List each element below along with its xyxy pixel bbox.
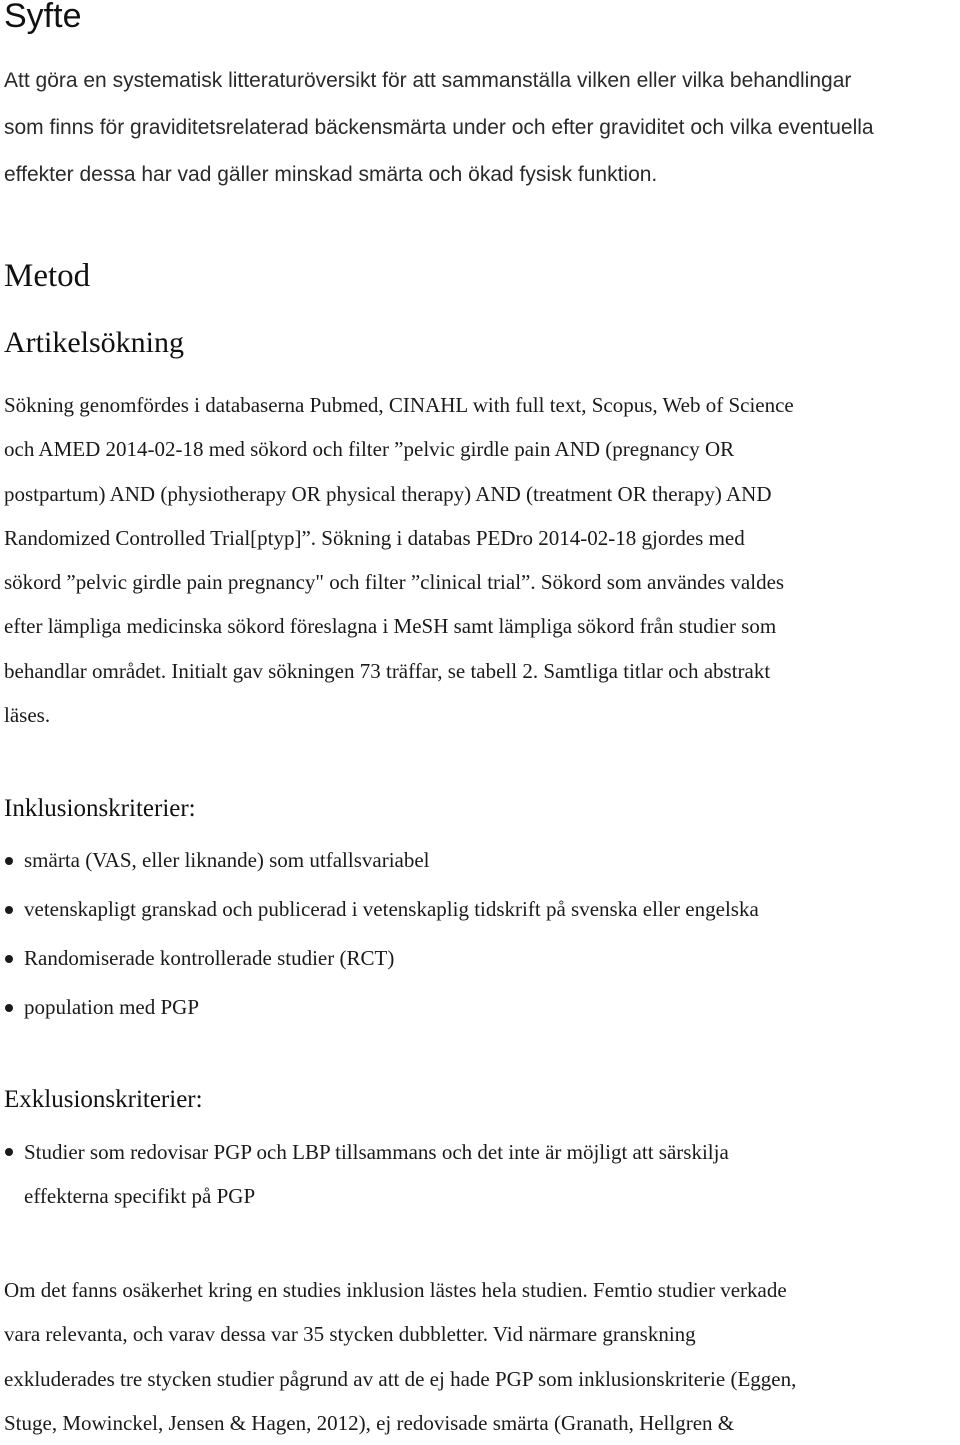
- bullet-icon: [5, 857, 13, 865]
- metod-paragraph: [4, 383, 794, 737]
- list-item: [0, 983, 759, 1032]
- bullet-icon: [5, 1004, 13, 1012]
- syfte-line: Att göra en systematisk litteraturöversikt för att sammanställa vilken eller vilka behandlingar: [4, 69, 852, 92]
- metod-line: sökord ”pelvic girdle pain pregnancy" och filter ”clinical trial”. Sökord som användes valdes: [4, 570, 785, 595]
- list-item: [0, 934, 759, 983]
- slut-line: exkluderades tre stycken studier pågrund av att de ej hade PGP som inklusionskriterie (Eggen,: [4, 1366, 797, 1391]
- artikelsokning-heading: Artikelsökning: [4, 326, 184, 359]
- syfte-heading: Syfte: [4, 0, 82, 35]
- bullet-icon: [5, 906, 13, 914]
- list-item-text: Randomiserade kontrollerade studier (RCT): [24, 946, 395, 970]
- metod-line: och AMED 2014-02-18 med sökord och filter ”pelvic girdle pain AND (pregnancy OR: [4, 437, 735, 462]
- list-item-text: smärta (VAS, eller liknande) som utfallsvariabel: [24, 848, 430, 872]
- list-item: [0, 885, 759, 934]
- inklusion-list: [0, 836, 759, 1032]
- slut-line: Stuge, Mowinckel, Jensen & Hagen, 2012), ej redovisade smärta (Granath, Hellgren &: [4, 1410, 735, 1435]
- bullet-icon: [5, 955, 13, 963]
- metod-line: behandlar området. Initialt gav sökningen 73 träffar, se tabell 2. Samtliga titlar och abstrakt: [4, 658, 771, 683]
- syfte-line: effekter dessa har vad gäller minskad smärta och ökad fysisk funktion.: [4, 163, 658, 186]
- syfte-paragraph: [4, 57, 874, 198]
- metod-line: efter lämpliga medicinska sökord föreslagna i MeSH samt lämpliga sökord från studier som: [4, 614, 777, 639]
- exklusion-heading: Exklusionskriterier:: [4, 1086, 203, 1113]
- inklusion-heading: Inklusionskriterier:: [4, 795, 196, 822]
- bullet-icon: [5, 1148, 13, 1156]
- list-item-text: vetenskapligt granskad och publicerad i vetenskaplig tidskrift på svenska eller engelska: [24, 897, 759, 921]
- slut-line: Om det fanns osäkerhet kring en studies inklusion lästes hela studien. Femtio studier verkade: [4, 1278, 787, 1302]
- list-item: [0, 1130, 729, 1218]
- list-item-text: Studier som redovisar PGP och LBP tillsammans och det inte är möjligt att särskilja: [24, 1140, 729, 1164]
- syfte-line: som finns för graviditetsrelaterad bäckensmärta under och efter graviditet och vilka eventuella: [4, 116, 874, 139]
- metod-line: Sökning genomfördes i databaserna Pubmed, CINAHL with full text, Scopus, Web of Science: [4, 393, 794, 417]
- metod-line: Randomized Controlled Trial[ptyp]”. Sökning i databas PEDro 2014-02-18 gjordes med: [4, 525, 745, 550]
- slut-paragraph: [4, 1268, 796, 1445]
- list-item-text: population med PGP: [24, 995, 200, 1019]
- metod-heading: Metod: [4, 258, 91, 294]
- list-item-text-continued: effekterna specifikt på PGP: [24, 1184, 256, 1208]
- exklusion-list: [0, 1130, 729, 1218]
- metod-line: läses.: [4, 703, 51, 728]
- slut-line: vara relevanta, och varav dessa var 35 stycken dubbletter. Vid närmare granskning: [4, 1322, 696, 1347]
- list-item: [0, 836, 759, 885]
- metod-line: postpartum) AND (physiotherapy OR physical therapy) AND (treatment OR therapy) AND: [4, 481, 772, 506]
